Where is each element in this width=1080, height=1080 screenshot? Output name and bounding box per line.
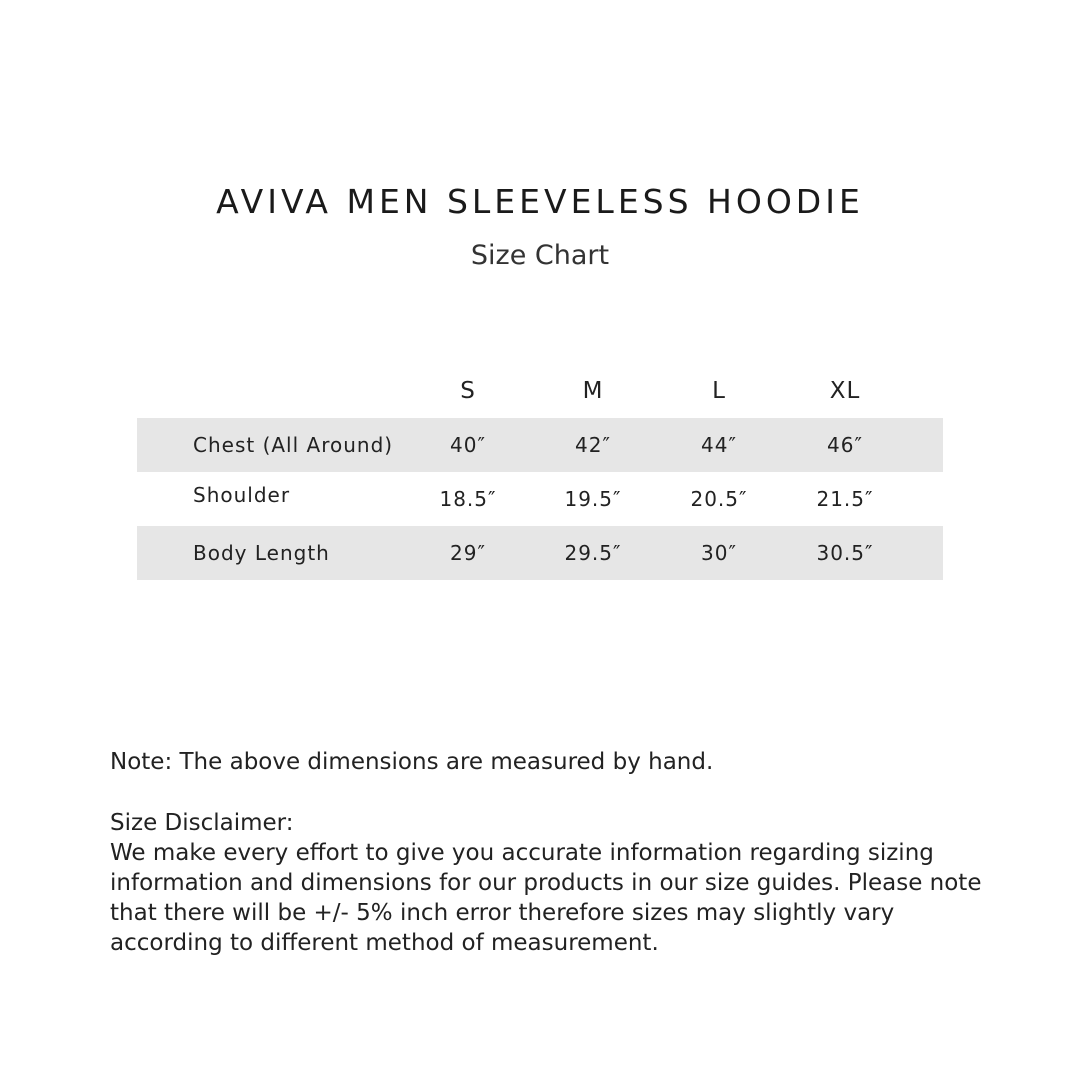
table-header-row [137, 364, 943, 418]
page-title: AVIVA MEN SLEEVELESS HOODIE [216, 182, 864, 221]
disclaimer-heading: Size Disclaimer: [110, 810, 294, 836]
table-row-shoulder [137, 472, 943, 526]
measurement-note: Note: The above dimensions are measured by hand. [110, 749, 714, 775]
table-cell: 19.5″ [564, 487, 622, 511]
page-subtitle: Size Chart [470, 240, 610, 271]
column-header-l: L [712, 378, 726, 404]
row-label-body-length: Body Length [193, 541, 330, 565]
table-cell: 29″ [450, 541, 486, 565]
size-disclaimer [110, 808, 990, 958]
table-row-body-length [137, 526, 943, 580]
table-cell: 30.5″ [816, 541, 874, 565]
table-cell: 46″ [827, 433, 863, 457]
column-header-m: M [582, 378, 604, 404]
table-cell: 18.5″ [439, 487, 497, 511]
table-cell: 29.5″ [564, 541, 622, 565]
table-cell: 42″ [575, 433, 611, 457]
row-label-chest: Chest (All Around) [193, 433, 394, 457]
table-cell: 40″ [450, 433, 486, 457]
row-label-shoulder: Shoulder [193, 483, 291, 507]
table-cell: 44″ [701, 433, 737, 457]
size-chart-table [137, 364, 943, 580]
table-cell: 20.5″ [690, 487, 748, 511]
table-cell: 21.5″ [816, 487, 874, 511]
table-cell: 30″ [701, 541, 737, 565]
disclaimer-body: We make every effort to give you accurate information regarding sizing information and dimensions for our products in our size guides. Please note that there will be +/- 5% inch error therefore sizes may slightly vary according to different method of measurement. [110, 840, 982, 956]
table-row-chest [137, 418, 943, 472]
column-header-s: S [460, 378, 476, 404]
column-header-xl: XL [829, 378, 861, 404]
